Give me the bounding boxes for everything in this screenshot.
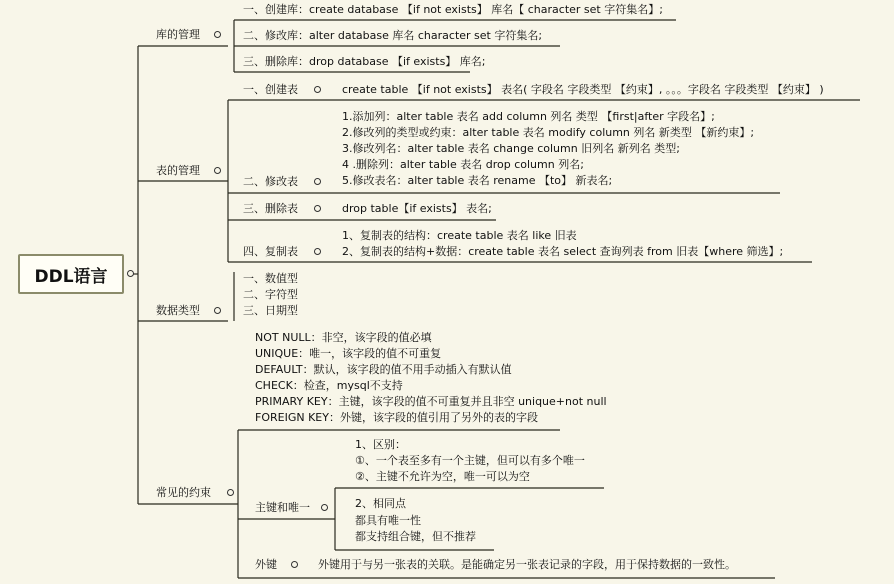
constraint-line[interactable]: DEFAULT：默认，该字段的值不用手动插入有默认值 <box>255 363 512 376</box>
tbl-copy-line[interactable]: 1、复制表的结构：create table 表名 like 旧表 <box>342 229 577 242</box>
topic-types[interactable]: 数据类型 <box>156 304 200 317</box>
collapse-toggle-icon[interactable] <box>314 86 321 93</box>
type-item[interactable]: 一、数值型 <box>243 272 298 285</box>
constraint-line[interactable]: PRIMARY KEY：主键，该字段的值不可重复并且非空 unique+not null <box>255 395 607 408</box>
collapse-toggle-icon[interactable] <box>227 489 234 496</box>
topic-constraints[interactable]: 常见的约束 <box>156 486 211 499</box>
tbl-drop-text[interactable]: drop table【if exists】 表名; <box>342 202 492 215</box>
collapse-toggle-icon[interactable] <box>214 31 221 38</box>
db-drop[interactable]: 三、删除库：drop database 【if exists】 库名; <box>243 55 486 68</box>
type-item[interactable]: 二、字符型 <box>243 288 298 301</box>
tbl-alter-line[interactable]: 5.修改表名：alter table 表名 rename 【to】 新表名; <box>342 174 613 187</box>
tbl-alter-line[interactable]: 1.添加列：alter table 表名 add column 列名 类型 【first|after 字段名】; <box>342 110 715 123</box>
collapse-toggle-icon[interactable] <box>214 307 221 314</box>
root-label: DDL语言 <box>34 266 108 287</box>
constraint-line[interactable]: CHECK：检查，mysql不支持 <box>255 379 403 392</box>
collapse-toggle-icon[interactable] <box>314 205 321 212</box>
tbl-alter-line[interactable]: 2.修改列的类型或约束：alter table 表名 modify column 列名 新类型 【新约束】; <box>342 126 755 139</box>
pk-diff-line[interactable]: ①、一个表至多有一个主键，但可以有多个唯一 <box>355 454 585 467</box>
collapse-toggle-icon[interactable] <box>127 270 134 277</box>
topic-table[interactable]: 表的管理 <box>156 164 200 177</box>
constraint-line[interactable]: FOREIGN KEY：外键，该字段的值引用了另外的表的字段 <box>255 411 538 424</box>
fk-text[interactable]: 外键用于与另一张表的关联。是能确定另一张表记录的字段，用于保持数据的一致性。 <box>318 558 736 571</box>
collapse-toggle-icon[interactable] <box>314 248 321 255</box>
pk-same-line[interactable]: 都具有唯一性 <box>355 514 421 527</box>
tbl-create-label[interactable]: 一、创建表 <box>243 83 298 96</box>
collapse-toggle-icon[interactable] <box>321 504 328 511</box>
tbl-copy-label[interactable]: 四、复制表 <box>243 245 298 258</box>
db-alter[interactable]: 二、修改库：alter database 库名 character set 字符集名; <box>243 29 543 42</box>
collapse-toggle-icon[interactable] <box>314 178 321 185</box>
type-item[interactable]: 三、日期型 <box>243 304 298 317</box>
tbl-create-text[interactable]: create table 【if not exists】 表名( 字段名 字段类型 【约束】, 。。。字段名 字段类型 【约束】 ) <box>342 83 824 96</box>
collapse-toggle-icon[interactable] <box>214 167 221 174</box>
tbl-alter-label[interactable]: 二、修改表 <box>243 175 298 188</box>
root-node[interactable] <box>18 254 124 294</box>
tbl-alter-line[interactable]: 3.修改列名：alter table 表名 change column 旧列名 新列名 类型; <box>342 142 680 155</box>
pk-diff-line[interactable]: ②、主键不允许为空，唯一可以为空 <box>355 470 530 483</box>
fk-label[interactable]: 外键 <box>255 558 277 571</box>
db-create[interactable]: 一、创建库：create database 【if not exists】 库名【 character set 字符集名】; <box>243 3 663 16</box>
constraint-line[interactable]: NOT NULL：非空，该字段的值必填 <box>255 331 432 344</box>
tbl-drop-label[interactable]: 三、删除表 <box>243 202 298 215</box>
collapse-toggle-icon[interactable] <box>291 561 298 568</box>
tbl-alter-line[interactable]: 4 .删除列：alter table 表名 drop column 列名; <box>342 158 584 171</box>
constraint-line[interactable]: UNIQUE：唯一，该字段的值不可重复 <box>255 347 442 360</box>
tbl-copy-line[interactable]: 2、复制表的结构+数据：create table 表名 select 查询列表 from 旧表【where 筛选】; <box>342 245 784 258</box>
topic-db[interactable]: 库的管理 <box>156 28 200 41</box>
pk-same-line[interactable]: 2、相同点 <box>355 497 406 510</box>
pk-unique-label[interactable]: 主键和唯一 <box>255 501 310 514</box>
pk-diff-line[interactable]: 1、区别： <box>355 438 406 451</box>
pk-same-line[interactable]: 都支持组合键，但不推荐 <box>355 530 476 543</box>
